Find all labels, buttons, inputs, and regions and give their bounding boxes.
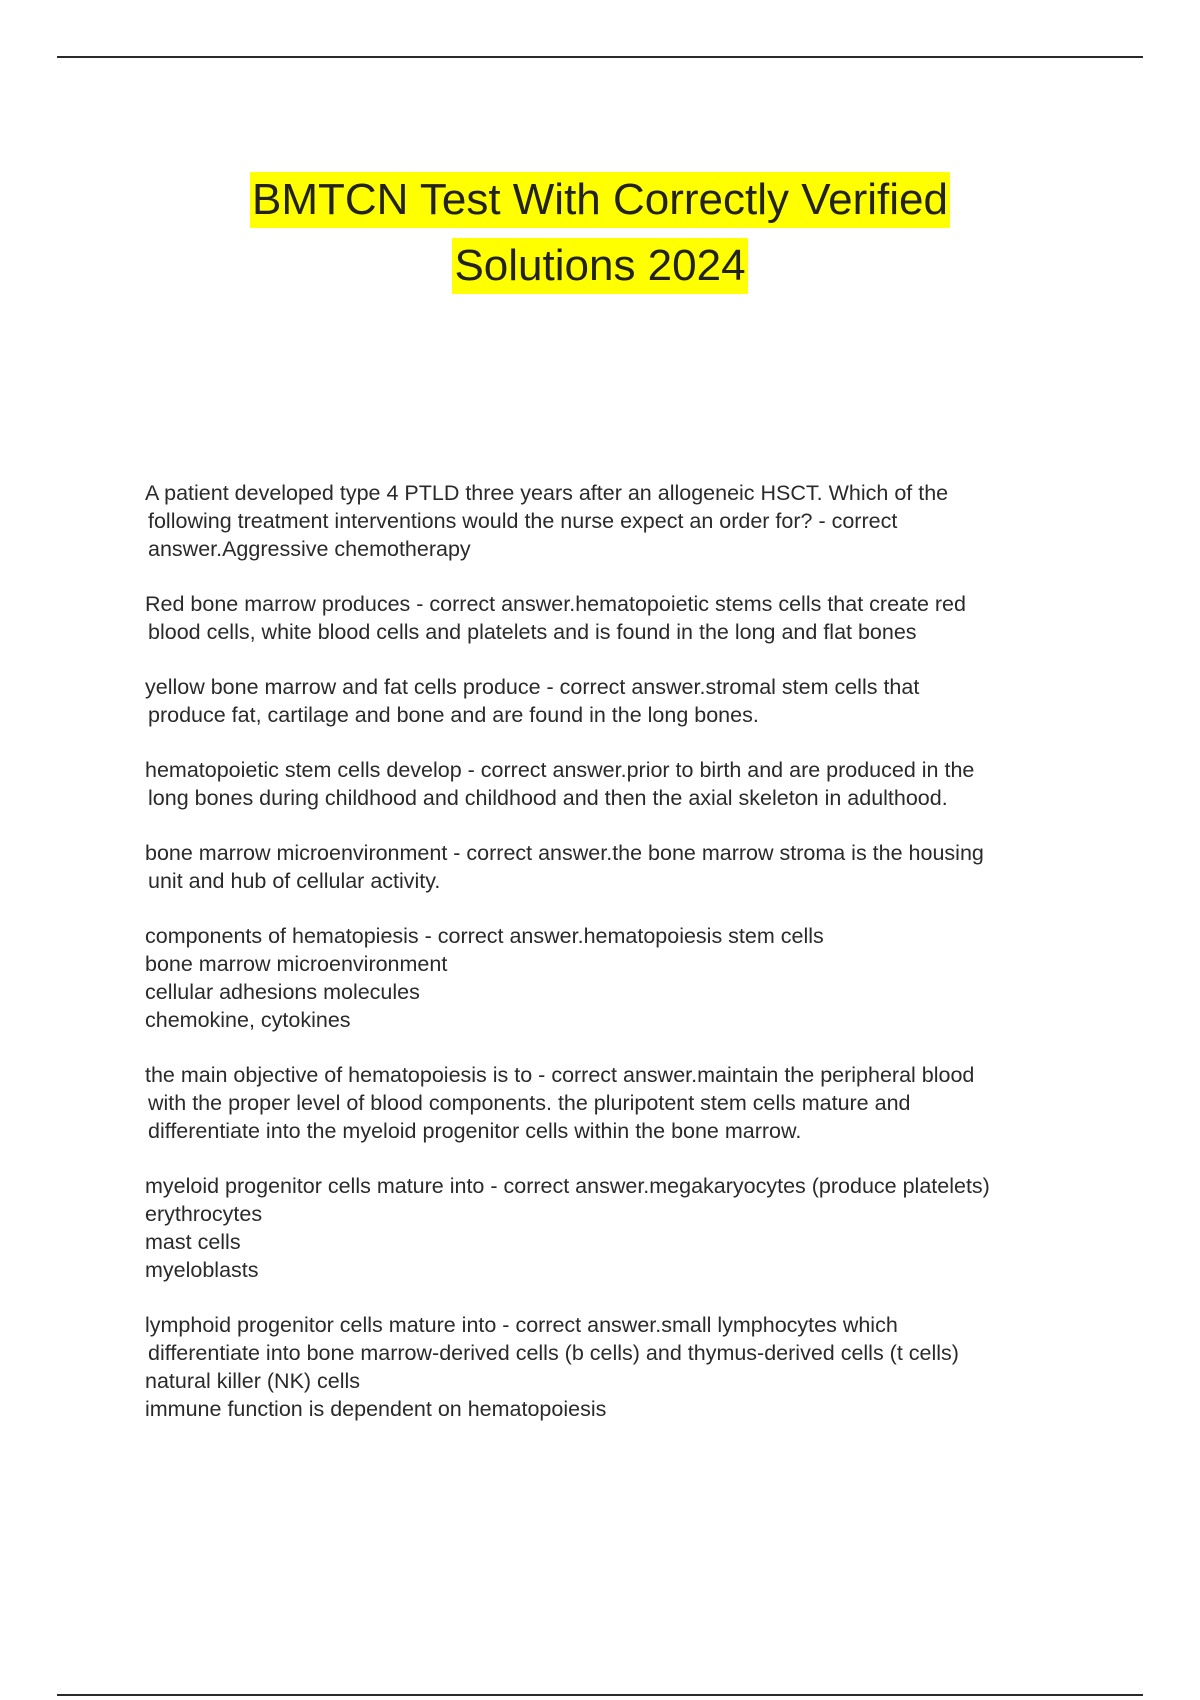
qa-line: with the proper level of blood components. the pluripotent stem cells mature and	[148, 1091, 911, 1115]
qa-line: blood cells, white blood cells and platelets and is found in the long and flat bones	[148, 620, 917, 644]
top-divider	[57, 56, 1143, 58]
bottom-divider	[57, 1694, 1143, 1696]
qa-line: immune function is dependent on hematopoiesis	[145, 1397, 607, 1421]
qa-line: components of hematopiesis - correct answer.hematopoiesis stem cells	[145, 924, 824, 948]
qa-line: erythrocytes	[145, 1202, 263, 1226]
qa-line: produce fat, cartilage and bone and are found in the long bones.	[148, 703, 759, 727]
qa-line: Red bone marrow produces - correct answer.hematopoietic stems cells that create red	[145, 592, 966, 616]
qa-line: unit and hub of cellular activity.	[148, 869, 441, 893]
qa-line: cellular adhesions molecules	[145, 980, 420, 1004]
qa-line: answer.Aggressive chemotherapy	[148, 537, 471, 561]
qa-entry	[145, 590, 1105, 646]
document-title	[0, 172, 1200, 304]
qa-entry	[145, 922, 1105, 1034]
qa-entry	[145, 1311, 1105, 1423]
qa-line: the main objective of hematopoiesis is to - correct answer.maintain the peripheral blood	[145, 1063, 975, 1087]
title-line-1: BMTCN Test With Correctly Verified	[250, 172, 950, 228]
qa-line: bone marrow microenvironment - correct answer.the bone marrow stroma is the housing	[145, 841, 984, 865]
qa-line: mast cells	[145, 1230, 241, 1254]
qa-line: myeloblasts	[145, 1258, 259, 1282]
qa-line: bone marrow microenvironment	[145, 952, 448, 976]
qa-entry	[145, 1172, 1105, 1284]
qa-line: long bones during childhood and childhood and then the axial skeleton in adulthood.	[148, 786, 948, 810]
qa-line: A patient developed type 4 PTLD three years after an allogeneic HSCT. Which of the	[145, 481, 949, 505]
qa-line: chemokine, cytokines	[145, 1008, 351, 1032]
qa-entry	[145, 756, 1105, 812]
qa-entry	[145, 839, 1105, 895]
qa-line: natural killer (NK) cells	[145, 1369, 361, 1393]
qa-line: hematopoietic stem cells develop - correct answer.prior to birth and are produced in the	[145, 758, 975, 782]
qa-entry	[145, 479, 1105, 563]
qa-entry	[145, 673, 1105, 729]
title-line-2: Solutions 2024	[452, 238, 747, 294]
qa-list	[145, 479, 1105, 1450]
qa-line: differentiate into bone marrow-derived cells (b cells) and thymus-derived cells (t cells)	[148, 1341, 959, 1365]
qa-line: following treatment interventions would the nurse expect an order for? - correct	[148, 509, 898, 533]
qa-line: lymphoid progenitor cells mature into - correct answer.small lymphocytes which	[145, 1313, 898, 1337]
qa-line: yellow bone marrow and fat cells produce - correct answer.stromal stem cells that	[145, 675, 920, 699]
qa-line: differentiate into the myeloid progenitor cells within the bone marrow.	[148, 1119, 802, 1143]
qa-line: myeloid progenitor cells mature into - correct answer.megakaryocytes (produce platelets)	[145, 1174, 990, 1198]
qa-entry	[145, 1061, 1105, 1145]
